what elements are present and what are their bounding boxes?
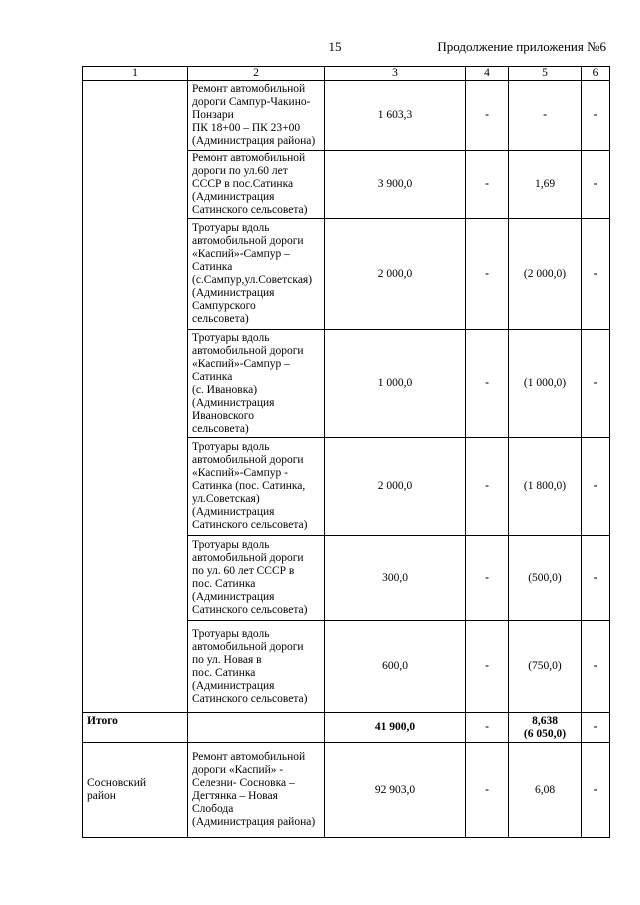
amount-cell: 2 000,0: [325, 219, 466, 330]
project-name: Тротуары вдоль автомобильной дороги «Каспий»-Сампур - Сатинка (пос. Сатинка, ул.Советская) (Администрация Сатинского сельсовета): [188, 438, 325, 536]
col6-cell: -: [582, 621, 610, 713]
project-name: Ремонт автомобильной дороги «Каспий» - Селезни- Сосновка – Дегтянка – Новая Слобода (Администрация района): [188, 743, 325, 838]
col5-cell: 6,08: [509, 743, 582, 838]
col6-cell: -: [582, 743, 610, 838]
col5-cell: -: [509, 81, 582, 151]
amount-cell: 1 000,0: [325, 330, 466, 438]
district-cell: [83, 81, 188, 713]
total-col5-value: 8,638: [532, 714, 558, 727]
amount-cell: 2 000,0: [325, 438, 466, 536]
amount-cell: 92 903,0: [325, 743, 466, 838]
total-row: [83, 713, 610, 743]
project-name: Тротуары вдоль автомобильной дороги по ул. 60 лет СССР в пос. Сатинка (Администрация Сатинского сельсовета): [188, 536, 325, 621]
column-header: 5: [509, 67, 582, 81]
col4-cell: -: [466, 536, 509, 621]
col6-cell: -: [582, 219, 610, 330]
column-header: 2: [188, 67, 325, 81]
col6-cell: -: [582, 151, 610, 219]
total-amount: 41 900,0: [325, 713, 466, 743]
amount-cell: 300,0: [325, 536, 466, 621]
total-col5: [509, 713, 582, 743]
col4-cell: -: [466, 151, 509, 219]
col4-cell: -: [466, 219, 509, 330]
col6-cell: -: [582, 81, 610, 151]
total-label: Итого: [83, 713, 188, 743]
total-col5-amount: (6 050,0): [523, 727, 567, 740]
col5-cell: 1,69: [509, 151, 582, 219]
amount-cell: 1 603,3: [325, 81, 466, 151]
total-empty-cell: [188, 713, 325, 743]
page-number: 15: [328, 39, 342, 54]
col5-cell: (1 000,0): [509, 330, 582, 438]
project-name: Ремонт автомобильной дороги по ул.60 лет СССР в пос.Сатинка (Администрация Сатинского сельсовета): [188, 151, 325, 219]
column-header: 6: [582, 67, 610, 81]
col4-cell: -: [466, 743, 509, 838]
appendix-table: [82, 66, 610, 838]
table-row: [83, 743, 610, 838]
col5-cell: (2 000,0): [509, 219, 582, 330]
col4-cell: -: [466, 81, 509, 151]
amount-cell: 600,0: [325, 621, 466, 713]
project-name: Тротуары вдоль автомобильной дороги по ул. Новая в пос. Сатинка (Администрация Сатинского сельсовета): [188, 621, 325, 713]
project-name: Тротуары вдоль автомобильной дороги «Каспий»-Сампур – Сатинка (с.Сампур,ул.Советская) (Администрация Сампурского сельсовета): [188, 219, 325, 330]
col5-cell: (1 800,0): [509, 438, 582, 536]
table-row: [83, 81, 610, 151]
col6-cell: -: [582, 330, 610, 438]
col5-cell: (750,0): [509, 621, 582, 713]
col6-cell: -: [582, 536, 610, 621]
col4-cell: -: [466, 330, 509, 438]
project-name: Ремонт автомобильной дороги Сампур-Чакино- Понзари ПК 18+00 – ПК 23+00 (Администрация района): [188, 81, 325, 151]
col5-cell: (500,0): [509, 536, 582, 621]
column-header: 1: [83, 67, 188, 81]
column-header: 3: [325, 67, 466, 81]
amount-cell: 3 900,0: [325, 151, 466, 219]
col4-cell: -: [466, 621, 509, 713]
district-cell: Сосновский район: [83, 743, 188, 838]
col4-cell: -: [466, 438, 509, 536]
table-header-row: [83, 67, 610, 81]
column-header: 4: [466, 67, 509, 81]
col6-cell: -: [582, 438, 610, 536]
total-col6: -: [582, 713, 610, 743]
project-name: Тротуары вдоль автомобильной дороги «Каспий»-Сампур – Сатинка (с. Ивановка) (Администрация Ивановского сельсовета): [188, 330, 325, 438]
total-col4: -: [466, 713, 509, 743]
continuation-header: Продолжение приложения №6: [437, 39, 606, 54]
